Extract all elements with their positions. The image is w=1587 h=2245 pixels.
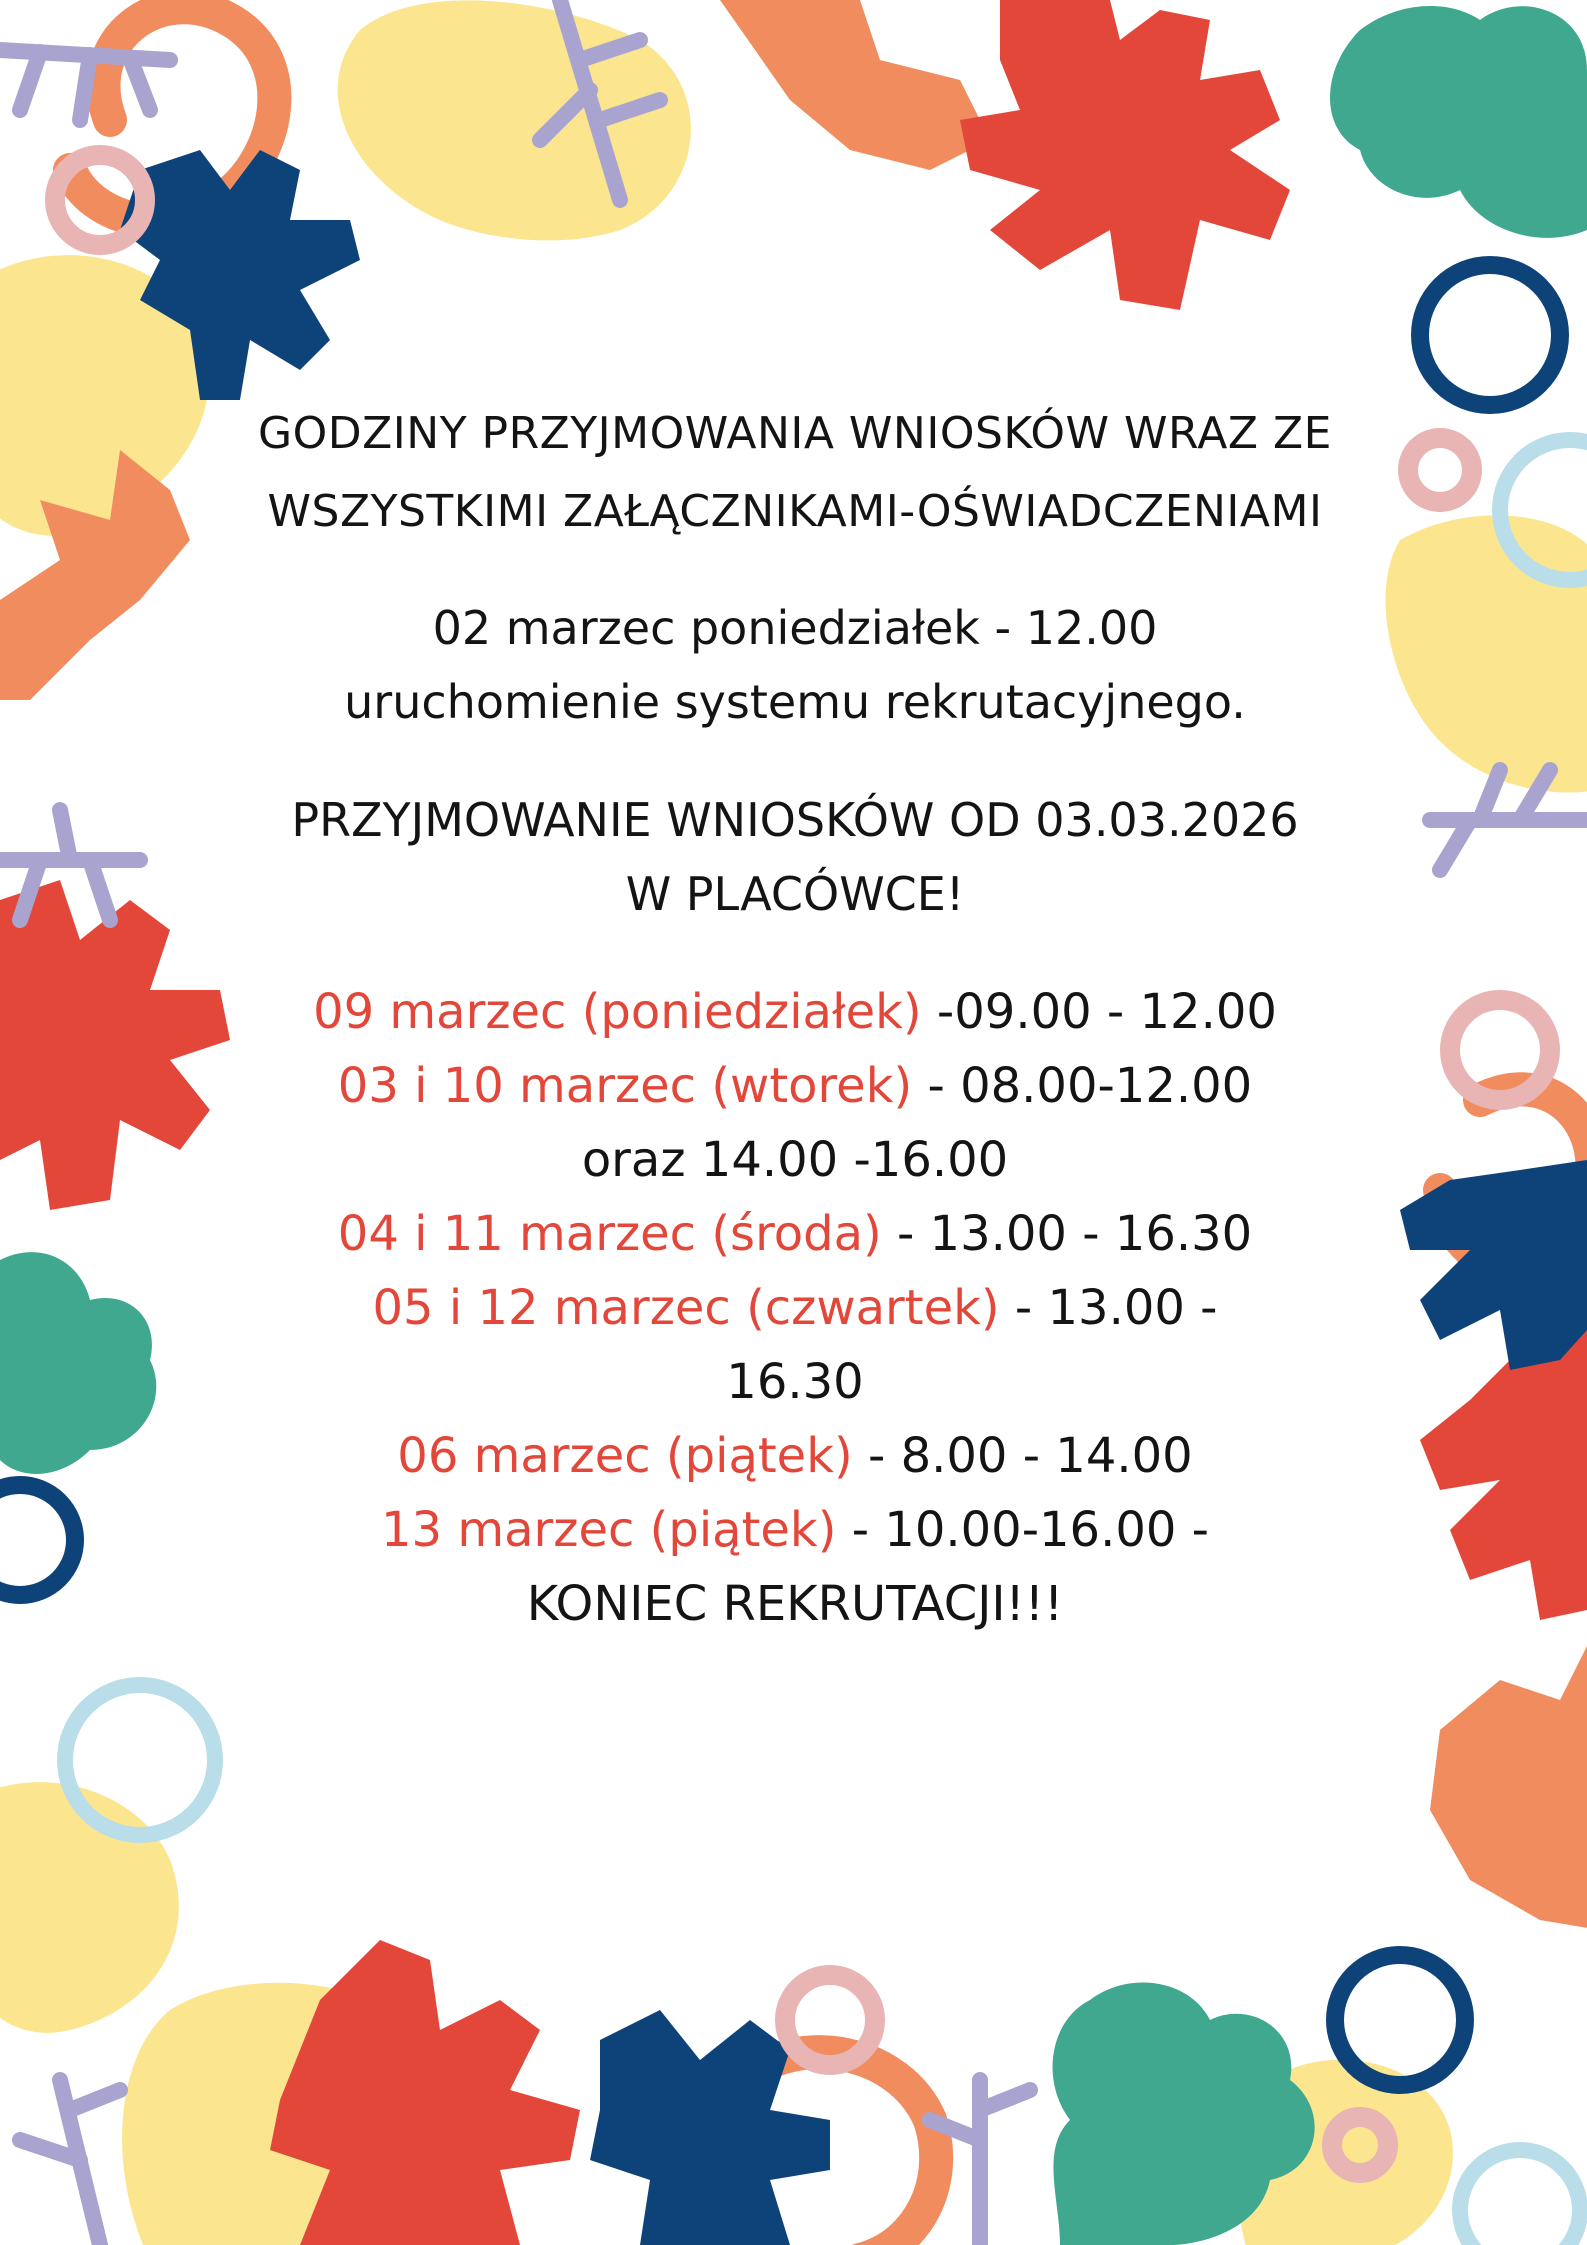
schedule-hours: - 08.00-12.00	[912, 1058, 1253, 1114]
schedule-hours: KONIEC REKRUTACJI!!!	[526, 1576, 1064, 1632]
schedule-hours: oraz 14.00 -16.00	[581, 1132, 1009, 1188]
schedule-hours: - 8.00 - 14.00	[852, 1428, 1193, 1484]
schedule-hours: - 13.00 - 16.30	[881, 1206, 1253, 1262]
schedule-row	[170, 1345, 1420, 1419]
schedule-day: 03 i 10 marzec (wtorek)	[337, 1058, 913, 1114]
schedule-row	[170, 1493, 1420, 1567]
schedule-row	[170, 1197, 1420, 1271]
schedule-hours: - 10.00-16.00 -	[836, 1502, 1209, 1558]
schedule-row	[170, 1419, 1420, 1493]
schedule-row	[170, 975, 1420, 1049]
notice-line-1: PRZYJMOWANIE WNIOSKÓW OD 03.03.2026	[291, 793, 1299, 847]
heading-line-2: WSZYSTKIMI ZAŁĄCZNIKAMI-OŚWIADCZENIAMI	[267, 486, 1323, 537]
schedule-row	[170, 1271, 1420, 1345]
notice	[170, 783, 1420, 931]
announcement-content	[170, 395, 1420, 1641]
schedule-day: 13 marzec (piątek)	[381, 1502, 837, 1558]
notice-line-2: W PLACÓWCE!	[625, 867, 965, 921]
intro-line-1: 02 marzec poniedziałek - 12.00	[432, 601, 1158, 655]
schedule-day: 05 i 12 marzec (czwartek)	[372, 1280, 1000, 1336]
intro	[170, 591, 1420, 739]
schedule-row	[170, 1123, 1420, 1197]
intro-line-2: uruchomienie systemu rekrutacyjnego.	[344, 675, 1246, 729]
schedule-hours: 16.30	[726, 1354, 864, 1410]
schedule	[170, 975, 1420, 1641]
schedule-row	[170, 1049, 1420, 1123]
schedule-hours: -09.00 - 12.00	[921, 984, 1277, 1040]
schedule-hours: - 13.00 -	[999, 1280, 1218, 1336]
heading-line-1: GODZINY PRZYJMOWANIA WNIOSKÓW WRAZ ZE	[258, 408, 1332, 459]
heading	[170, 395, 1420, 551]
schedule-row	[170, 1567, 1420, 1641]
schedule-day: 06 marzec (piątek)	[397, 1428, 853, 1484]
schedule-day: 09 marzec (poniedziałek)	[313, 984, 922, 1040]
schedule-day: 04 i 11 marzec (środa)	[337, 1206, 882, 1262]
